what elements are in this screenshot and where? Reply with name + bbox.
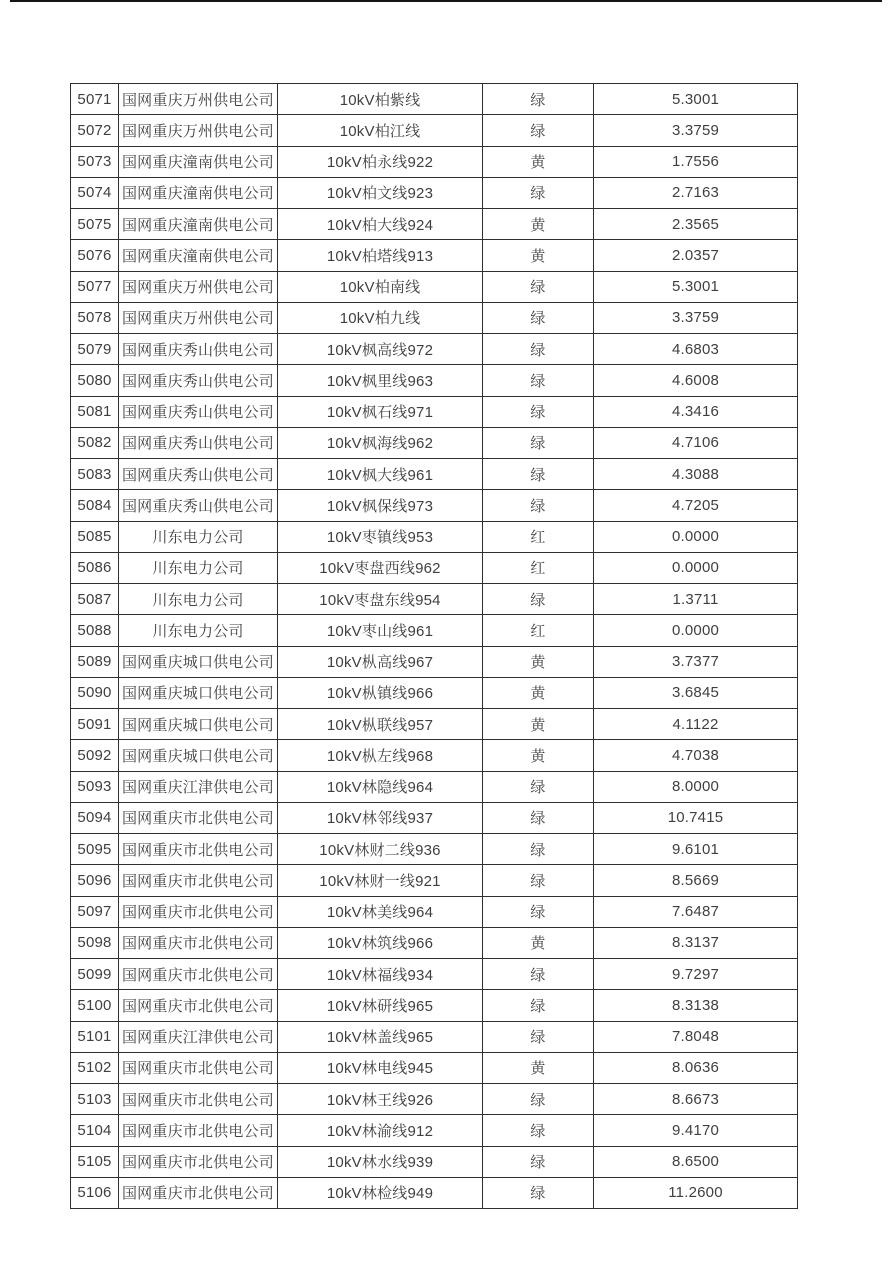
- company-name-cell: 国网重庆市北供电公司: [119, 1177, 278, 1208]
- company-name-cell: 国网重庆市北供电公司: [119, 990, 278, 1021]
- line-name-cell: 10kV林筑线966: [278, 927, 483, 958]
- row-id-cell: 5071: [71, 84, 119, 115]
- company-name-cell: 国网重庆市北供电公司: [119, 834, 278, 865]
- company-name-cell: 国网重庆市北供电公司: [119, 959, 278, 990]
- line-name-cell: 10kV枞左线968: [278, 740, 483, 771]
- value-cell: 5.3001: [594, 271, 798, 302]
- value-cell: 4.3088: [594, 459, 798, 490]
- value-cell: 2.3565: [594, 209, 798, 240]
- row-id-cell: 5075: [71, 209, 119, 240]
- table-row: [71, 677, 798, 708]
- row-id-cell: 5080: [71, 365, 119, 396]
- status-cell: 绿: [483, 365, 594, 396]
- row-id-cell: 5093: [71, 771, 119, 802]
- row-id-cell: 5096: [71, 865, 119, 896]
- value-cell: 8.6500: [594, 1146, 798, 1177]
- table-row: [71, 490, 798, 521]
- row-id-cell: 5078: [71, 302, 119, 333]
- line-name-cell: 10kV枫大线961: [278, 459, 483, 490]
- row-id-cell: 5076: [71, 240, 119, 271]
- table-row: [71, 209, 798, 240]
- status-cell: 红: [483, 615, 594, 646]
- table-row: [71, 427, 798, 458]
- company-name-cell: 国网重庆城口供电公司: [119, 646, 278, 677]
- value-cell: 4.7205: [594, 490, 798, 521]
- status-cell: 绿: [483, 802, 594, 833]
- table-row: [71, 959, 798, 990]
- line-name-cell: 10kV枞联线957: [278, 709, 483, 740]
- line-name-cell: 10kV柏江线: [278, 115, 483, 146]
- value-cell: 8.6673: [594, 1084, 798, 1115]
- value-cell: 0.0000: [594, 552, 798, 583]
- status-cell: 绿: [483, 865, 594, 896]
- status-cell: 绿: [483, 1021, 594, 1052]
- row-id-cell: 5106: [71, 1177, 119, 1208]
- company-name-cell: 国网重庆市北供电公司: [119, 1052, 278, 1083]
- company-name-cell: 国网重庆秀山供电公司: [119, 365, 278, 396]
- row-id-cell: 5082: [71, 427, 119, 458]
- table-row: [71, 990, 798, 1021]
- value-cell: 8.3137: [594, 927, 798, 958]
- line-name-cell: 10kV林财二线936: [278, 834, 483, 865]
- status-cell: 绿: [483, 1146, 594, 1177]
- company-name-cell: 国网重庆潼南供电公司: [119, 146, 278, 177]
- table-row: [71, 177, 798, 208]
- value-cell: 0.0000: [594, 615, 798, 646]
- company-name-cell: 国网重庆市北供电公司: [119, 896, 278, 927]
- status-cell: 黄: [483, 209, 594, 240]
- row-id-cell: 5087: [71, 584, 119, 615]
- line-name-cell: 10kV林渝线912: [278, 1115, 483, 1146]
- value-cell: 4.1122: [594, 709, 798, 740]
- row-id-cell: 5103: [71, 1084, 119, 1115]
- table-row: [71, 927, 798, 958]
- company-name-cell: 国网重庆市北供电公司: [119, 927, 278, 958]
- company-name-cell: 川东电力公司: [119, 615, 278, 646]
- table-row: [71, 1084, 798, 1115]
- company-name-cell: 国网重庆万州供电公司: [119, 271, 278, 302]
- status-cell: 绿: [483, 990, 594, 1021]
- row-id-cell: 5081: [71, 396, 119, 427]
- status-cell: 黄: [483, 646, 594, 677]
- value-cell: 7.6487: [594, 896, 798, 927]
- row-id-cell: 5092: [71, 740, 119, 771]
- table-row: [71, 1146, 798, 1177]
- row-id-cell: 5102: [71, 1052, 119, 1083]
- table-row: [71, 115, 798, 146]
- status-cell: 绿: [483, 959, 594, 990]
- value-cell: 5.3001: [594, 84, 798, 115]
- company-name-cell: 国网重庆秀山供电公司: [119, 427, 278, 458]
- company-name-cell: 国网重庆城口供电公司: [119, 709, 278, 740]
- value-cell: 4.6803: [594, 334, 798, 365]
- value-cell: 10.7415: [594, 802, 798, 833]
- company-name-cell: 国网重庆江津供电公司: [119, 1021, 278, 1052]
- company-name-cell: 国网重庆万州供电公司: [119, 302, 278, 333]
- status-cell: 绿: [483, 834, 594, 865]
- value-cell: 7.8048: [594, 1021, 798, 1052]
- row-id-cell: 5104: [71, 1115, 119, 1146]
- table-body: [71, 84, 798, 1209]
- line-name-cell: 10kV柏塔线913: [278, 240, 483, 271]
- table-row: [71, 896, 798, 927]
- line-name-cell: 10kV枫海线962: [278, 427, 483, 458]
- company-name-cell: 国网重庆城口供电公司: [119, 677, 278, 708]
- table-row: [71, 771, 798, 802]
- company-name-cell: 国网重庆市北供电公司: [119, 865, 278, 896]
- line-name-cell: 10kV林电线945: [278, 1052, 483, 1083]
- company-name-cell: 国网重庆市北供电公司: [119, 802, 278, 833]
- status-cell: 黄: [483, 740, 594, 771]
- table-row: [71, 521, 798, 552]
- status-cell: 红: [483, 552, 594, 583]
- table-row: [71, 615, 798, 646]
- row-id-cell: 5084: [71, 490, 119, 521]
- company-name-cell: 国网重庆潼南供电公司: [119, 177, 278, 208]
- value-cell: 1.3711: [594, 584, 798, 615]
- status-cell: 绿: [483, 1115, 594, 1146]
- line-name-cell: 10kV柏永线922: [278, 146, 483, 177]
- company-name-cell: 国网重庆江津供电公司: [119, 771, 278, 802]
- line-name-cell: 10kV林水线939: [278, 1146, 483, 1177]
- row-id-cell: 5105: [71, 1146, 119, 1177]
- row-id-cell: 5085: [71, 521, 119, 552]
- value-cell: 3.6845: [594, 677, 798, 708]
- value-cell: 4.7106: [594, 427, 798, 458]
- line-name-cell: 10kV柏九线: [278, 302, 483, 333]
- value-cell: 9.7297: [594, 959, 798, 990]
- status-cell: 绿: [483, 584, 594, 615]
- line-name-cell: 10kV林隐线964: [278, 771, 483, 802]
- line-name-cell: 10kV枣盘东线954: [278, 584, 483, 615]
- row-id-cell: 5074: [71, 177, 119, 208]
- line-name-cell: 10kV枫石线971: [278, 396, 483, 427]
- line-name-cell: 10kV枞镇线966: [278, 677, 483, 708]
- power-line-table: [70, 83, 798, 1209]
- row-id-cell: 5091: [71, 709, 119, 740]
- status-cell: 绿: [483, 771, 594, 802]
- line-name-cell: 10kV枣山线961: [278, 615, 483, 646]
- status-cell: 绿: [483, 1177, 594, 1208]
- table-row: [71, 1177, 798, 1208]
- table-row: [71, 584, 798, 615]
- row-id-cell: 5097: [71, 896, 119, 927]
- row-id-cell: 5072: [71, 115, 119, 146]
- row-id-cell: 5083: [71, 459, 119, 490]
- line-name-cell: 10kV柏紫线: [278, 84, 483, 115]
- status-cell: 绿: [483, 334, 594, 365]
- status-cell: 黄: [483, 146, 594, 177]
- line-name-cell: 10kV林王线926: [278, 1084, 483, 1115]
- line-name-cell: 10kV枣盘西线962: [278, 552, 483, 583]
- table-row: [71, 834, 798, 865]
- table-row: [71, 865, 798, 896]
- value-cell: 3.7377: [594, 646, 798, 677]
- status-cell: 绿: [483, 396, 594, 427]
- line-name-cell: 10kV柏文线923: [278, 177, 483, 208]
- status-cell: 绿: [483, 84, 594, 115]
- status-cell: 绿: [483, 896, 594, 927]
- row-id-cell: 5073: [71, 146, 119, 177]
- row-id-cell: 5100: [71, 990, 119, 1021]
- company-name-cell: 国网重庆市北供电公司: [119, 1146, 278, 1177]
- status-cell: 绿: [483, 271, 594, 302]
- value-cell: 4.7038: [594, 740, 798, 771]
- value-cell: 8.3138: [594, 990, 798, 1021]
- company-name-cell: 国网重庆潼南供电公司: [119, 209, 278, 240]
- status-cell: 黄: [483, 1052, 594, 1083]
- table-row: [71, 1021, 798, 1052]
- company-name-cell: 国网重庆万州供电公司: [119, 115, 278, 146]
- company-name-cell: 国网重庆潼南供电公司: [119, 240, 278, 271]
- company-name-cell: 国网重庆市北供电公司: [119, 1115, 278, 1146]
- company-name-cell: 国网重庆秀山供电公司: [119, 334, 278, 365]
- table-row: [71, 271, 798, 302]
- table-row: [71, 240, 798, 271]
- company-name-cell: 国网重庆秀山供电公司: [119, 459, 278, 490]
- line-name-cell: 10kV柏南线: [278, 271, 483, 302]
- row-id-cell: 5089: [71, 646, 119, 677]
- table-row: [71, 552, 798, 583]
- value-cell: 0.0000: [594, 521, 798, 552]
- line-name-cell: 10kV柏大线924: [278, 209, 483, 240]
- company-name-cell: 国网重庆万州供电公司: [119, 84, 278, 115]
- row-id-cell: 5079: [71, 334, 119, 365]
- line-name-cell: 10kV林美线964: [278, 896, 483, 927]
- status-cell: 红: [483, 521, 594, 552]
- data-table-container: [70, 83, 797, 1209]
- line-name-cell: 10kV枫高线972: [278, 334, 483, 365]
- table-row: [71, 740, 798, 771]
- value-cell: 11.2600: [594, 1177, 798, 1208]
- value-cell: 3.3759: [594, 115, 798, 146]
- company-name-cell: 川东电力公司: [119, 521, 278, 552]
- line-name-cell: 10kV枫里线963: [278, 365, 483, 396]
- row-id-cell: 5094: [71, 802, 119, 833]
- value-cell: 8.5669: [594, 865, 798, 896]
- line-name-cell: 10kV林盖线965: [278, 1021, 483, 1052]
- table-row: [71, 84, 798, 115]
- status-cell: 黄: [483, 709, 594, 740]
- table-row: [71, 802, 798, 833]
- line-name-cell: 10kV枞高线967: [278, 646, 483, 677]
- table-row: [71, 459, 798, 490]
- status-cell: 绿: [483, 459, 594, 490]
- status-cell: 黄: [483, 677, 594, 708]
- status-cell: 黄: [483, 240, 594, 271]
- line-name-cell: 10kV枣镇线953: [278, 521, 483, 552]
- row-id-cell: 5101: [71, 1021, 119, 1052]
- line-name-cell: 10kV林检线949: [278, 1177, 483, 1208]
- status-cell: 绿: [483, 177, 594, 208]
- line-name-cell: 10kV林邻线937: [278, 802, 483, 833]
- row-id-cell: 5099: [71, 959, 119, 990]
- value-cell: 2.7163: [594, 177, 798, 208]
- value-cell: 4.3416: [594, 396, 798, 427]
- row-id-cell: 5086: [71, 552, 119, 583]
- value-cell: 4.6008: [594, 365, 798, 396]
- value-cell: 9.4170: [594, 1115, 798, 1146]
- status-cell: 绿: [483, 115, 594, 146]
- table-row: [71, 146, 798, 177]
- company-name-cell: 国网重庆秀山供电公司: [119, 490, 278, 521]
- value-cell: 1.7556: [594, 146, 798, 177]
- company-name-cell: 川东电力公司: [119, 552, 278, 583]
- status-cell: 黄: [483, 927, 594, 958]
- table-row: [71, 365, 798, 396]
- table-row: [71, 1052, 798, 1083]
- company-name-cell: 国网重庆市北供电公司: [119, 1084, 278, 1115]
- row-id-cell: 5088: [71, 615, 119, 646]
- row-id-cell: 5077: [71, 271, 119, 302]
- status-cell: 绿: [483, 490, 594, 521]
- status-cell: 绿: [483, 302, 594, 333]
- company-name-cell: 国网重庆城口供电公司: [119, 740, 278, 771]
- value-cell: 9.6101: [594, 834, 798, 865]
- value-cell: 8.0000: [594, 771, 798, 802]
- value-cell: 8.0636: [594, 1052, 798, 1083]
- row-id-cell: 5098: [71, 927, 119, 958]
- status-cell: 绿: [483, 427, 594, 458]
- row-id-cell: 5090: [71, 677, 119, 708]
- value-cell: 3.3759: [594, 302, 798, 333]
- table-row: [71, 1115, 798, 1146]
- table-row: [71, 646, 798, 677]
- value-cell: 2.0357: [594, 240, 798, 271]
- company-name-cell: 国网重庆秀山供电公司: [119, 396, 278, 427]
- line-name-cell: 10kV林财一线921: [278, 865, 483, 896]
- line-name-cell: 10kV林福线934: [278, 959, 483, 990]
- table-row: [71, 334, 798, 365]
- line-name-cell: 10kV枫保线973: [278, 490, 483, 521]
- company-name-cell: 川东电力公司: [119, 584, 278, 615]
- table-row: [71, 396, 798, 427]
- line-name-cell: 10kV林研线965: [278, 990, 483, 1021]
- table-row: [71, 709, 798, 740]
- table-row: [71, 302, 798, 333]
- status-cell: 绿: [483, 1084, 594, 1115]
- scan-artifact-top-bar: [10, 0, 882, 2]
- row-id-cell: 5095: [71, 834, 119, 865]
